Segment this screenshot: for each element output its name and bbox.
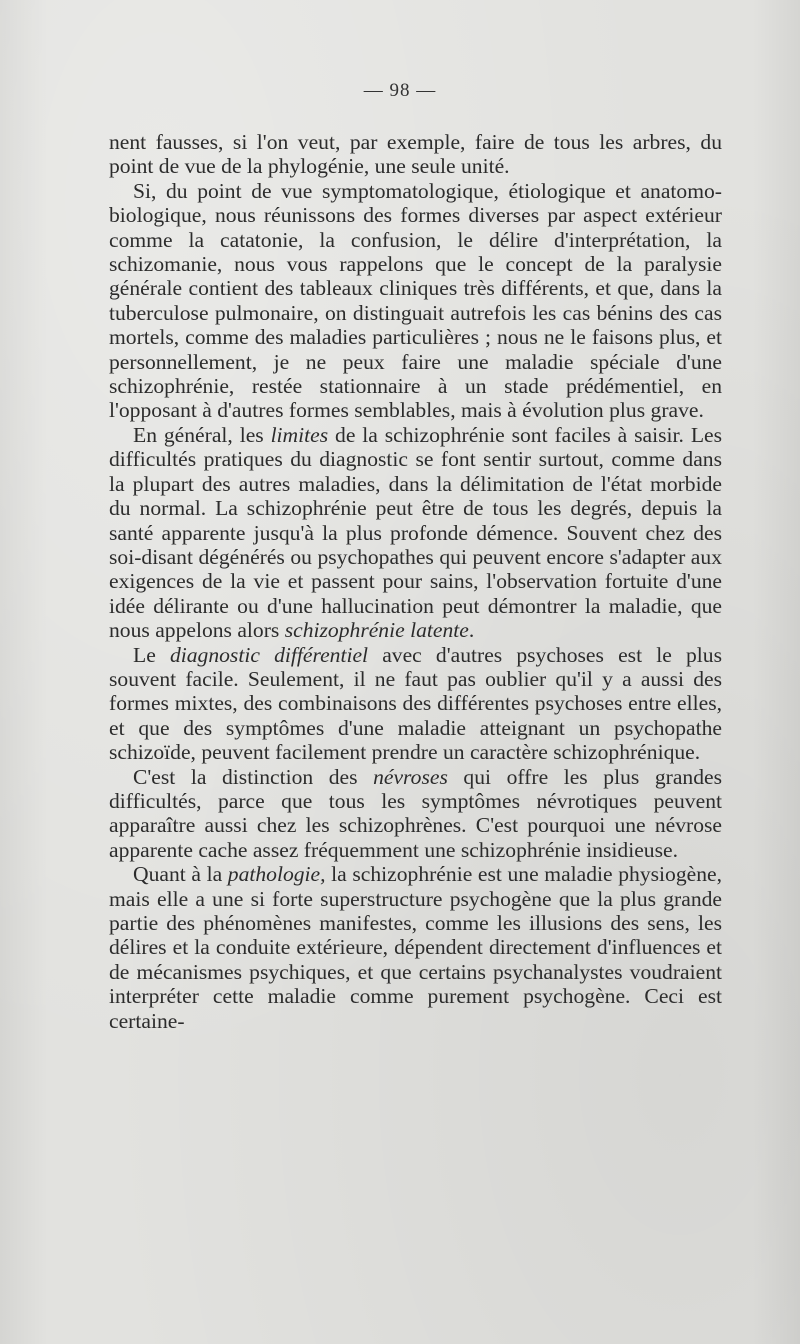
text-segment: . [468,618,475,643]
italic-term: schizophrénie latente [284,618,469,643]
text-segment: avec d'autres psychoses est le plus souvent facile. Seulement, il ne faut pas oublier qu'il y a aussi des formes mixtes, des combinaisons des différentes psychoses entre elles, et que des symptômes d'une maladie atteignant un psychopathe schizoïde, peuvent facilement prendre un caractère schizophrénique. [109,642,722,765]
text-segment: Si, du point de vue symptomatologique, étiologique et anatomo-biologique, nous réunissons des formes diverses par aspect extérieur comme la catatonie, la confusion, le délire d'interprétation, la schizomanie, nous vous rappelons que le concept de la paralysie générale contient des tableaux cliniques très différents, et que, dans la tuberculose pulmonaire, on distinguait autrefois les cas bénins des cas mortels, comme des maladies particulières ; nous ne le faisons plus, et personnellement, je ne peux faire une maladie spéciale d'une schizophrénie, restée stationnaire à un stade prédémentiel, en l'opposant à d'autres formes semblables, mais à évolution plus grave. [109,178,722,423]
body-text [109,130,722,1033]
italic-term: limites [270,422,329,447]
paragraph [109,130,722,179]
page-number: — 98 — [363,80,437,101]
paragraph [109,643,722,765]
text-segment: qui offre les plus grandes difficultés, parce que tous les symptômes névrotiques peuvent apparaître aussi chez les schizophrènes. C'est pourquoi une névrose apparente cache assez fréquemment une schizophrénie insidieuse. [109,764,722,862]
italic-term: pathologie, [227,862,326,887]
text-segment: de la schizophrénie sont faciles à saisir. Les difficultés pratiques du diagnostic se font sentir surtout, comme dans la plupart des autres maladies, dans la délimitation de l'état morbide du normal. La schizophrénie peut être de tous les degrés, depuis la santé apparente jusqu'à la plus profonde démence. Souvent chez des soi-disant dégénérés ou psychopathes qui peuvent encore s'adapter aux exigences de la vie et passent pour sains, l'observation fortuite d'une idée délirante ou d'une hallucination peut démontrer la maladie, que nous appelons alors [109,422,722,643]
text-segment: Quant à la [133,862,228,887]
paragraph [109,765,722,863]
paragraph [109,862,722,1033]
text-segment: Le [133,642,170,667]
italic-term: névroses [373,764,448,789]
text-segment: C'est la distinction des [133,764,374,789]
paragraph [109,423,722,643]
italic-term: diagnostic différentiel [169,642,369,667]
text-segment: la schizophrénie est une maladie physiogène, mais elle a une si forte superstructure psychogène que la plus grande partie des phénomènes manifestes, comme les illusions des sens, les délires et la conduite extérieure, dépendent directement d'influences et de mécanismes psychiques, et que certains psychanalystes voudraient interpréter cette maladie comme purement psychogène. Ceci est certaine- [109,862,722,1033]
text-segment: En général, les [133,422,271,447]
paragraph [109,179,722,423]
text-segment: nent fausses, si l'on veut, par exemple, faire de tous les arbres, du point de vue de la phylogénie, une seule unité. [109,130,722,179]
